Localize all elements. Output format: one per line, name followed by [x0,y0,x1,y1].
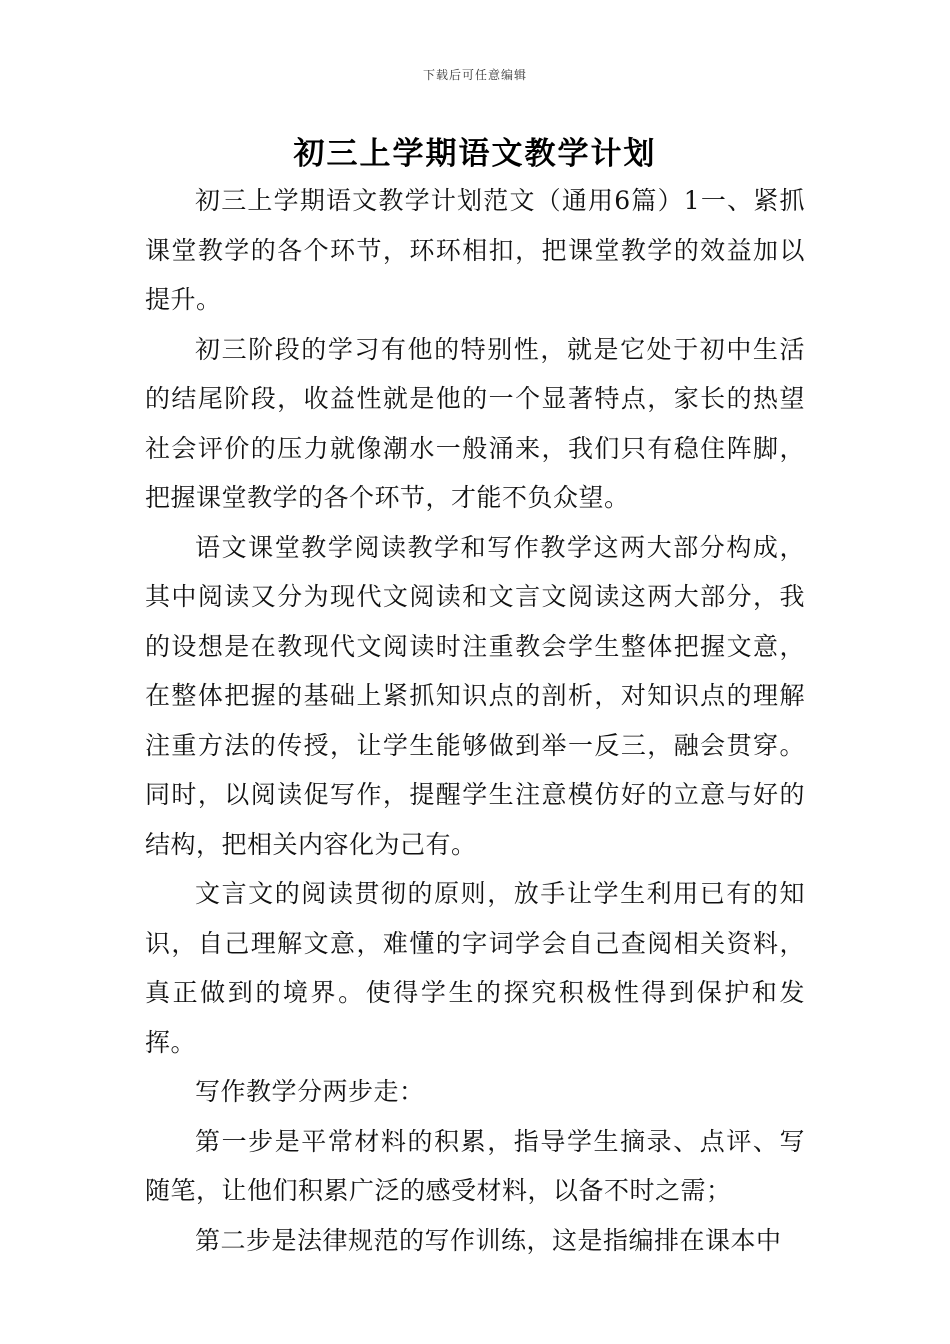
document-title: 初三上学期语文教学计划 [293,136,657,172]
paragraph: 第一步是平常材料的积累，指导学生摘录、点评、写随笔，让他们积累广泛的感受材料，以备不时之需； [145,1126,805,1205]
paragraph: 语文课堂教学阅读教学和写作教学这两大部分构成，其中阅读又分为现代文阅读和文言文阅读这两大部分，我的设想是在教现代文阅读时注重教会学生整体把握文意，在整体把握的基础上紧抓知识点的剖析，对知识点的理解注重方法的传授，让学生能够做到举一反三，融会贯穿。同时，以阅读促写作，提醒学生注意模仿好的立意与好的结构，把相关内容化为己有。 [145,532,805,859]
paragraph: 写作教学分两步走： [195,1077,425,1106]
paragraph: 初三阶段的学习有他的特别性，就是它处于初中生活的结尾阶段，收益性就是他的一个显著特点，家长的热望社会评价的压力就像潮水一般涌来，我们只有稳住阵脚，把握课堂教学的各个环节，才能不负众望。 [145,334,805,512]
document-body [145,176,805,1265]
paragraph: 初三上学期语文教学计划范文（通用6篇）1一、紧抓课堂教学的各个环节，环环相扣，把课堂教学的效益加以提升。 [145,186,805,314]
header-note: 下载后可任意编辑 [422,68,527,82]
paragraph: 文言文的阅读贯彻的原则，放手让学生利用已有的知识，自己理解文意，难懂的字词学会自己查阅相关资料，真正做到的境界。使得学生的探究积极性得到保护和发挥。 [145,879,805,1057]
paragraph: 第二步是法律规范的写作训练，这是指编排在课本中 [195,1225,782,1255]
